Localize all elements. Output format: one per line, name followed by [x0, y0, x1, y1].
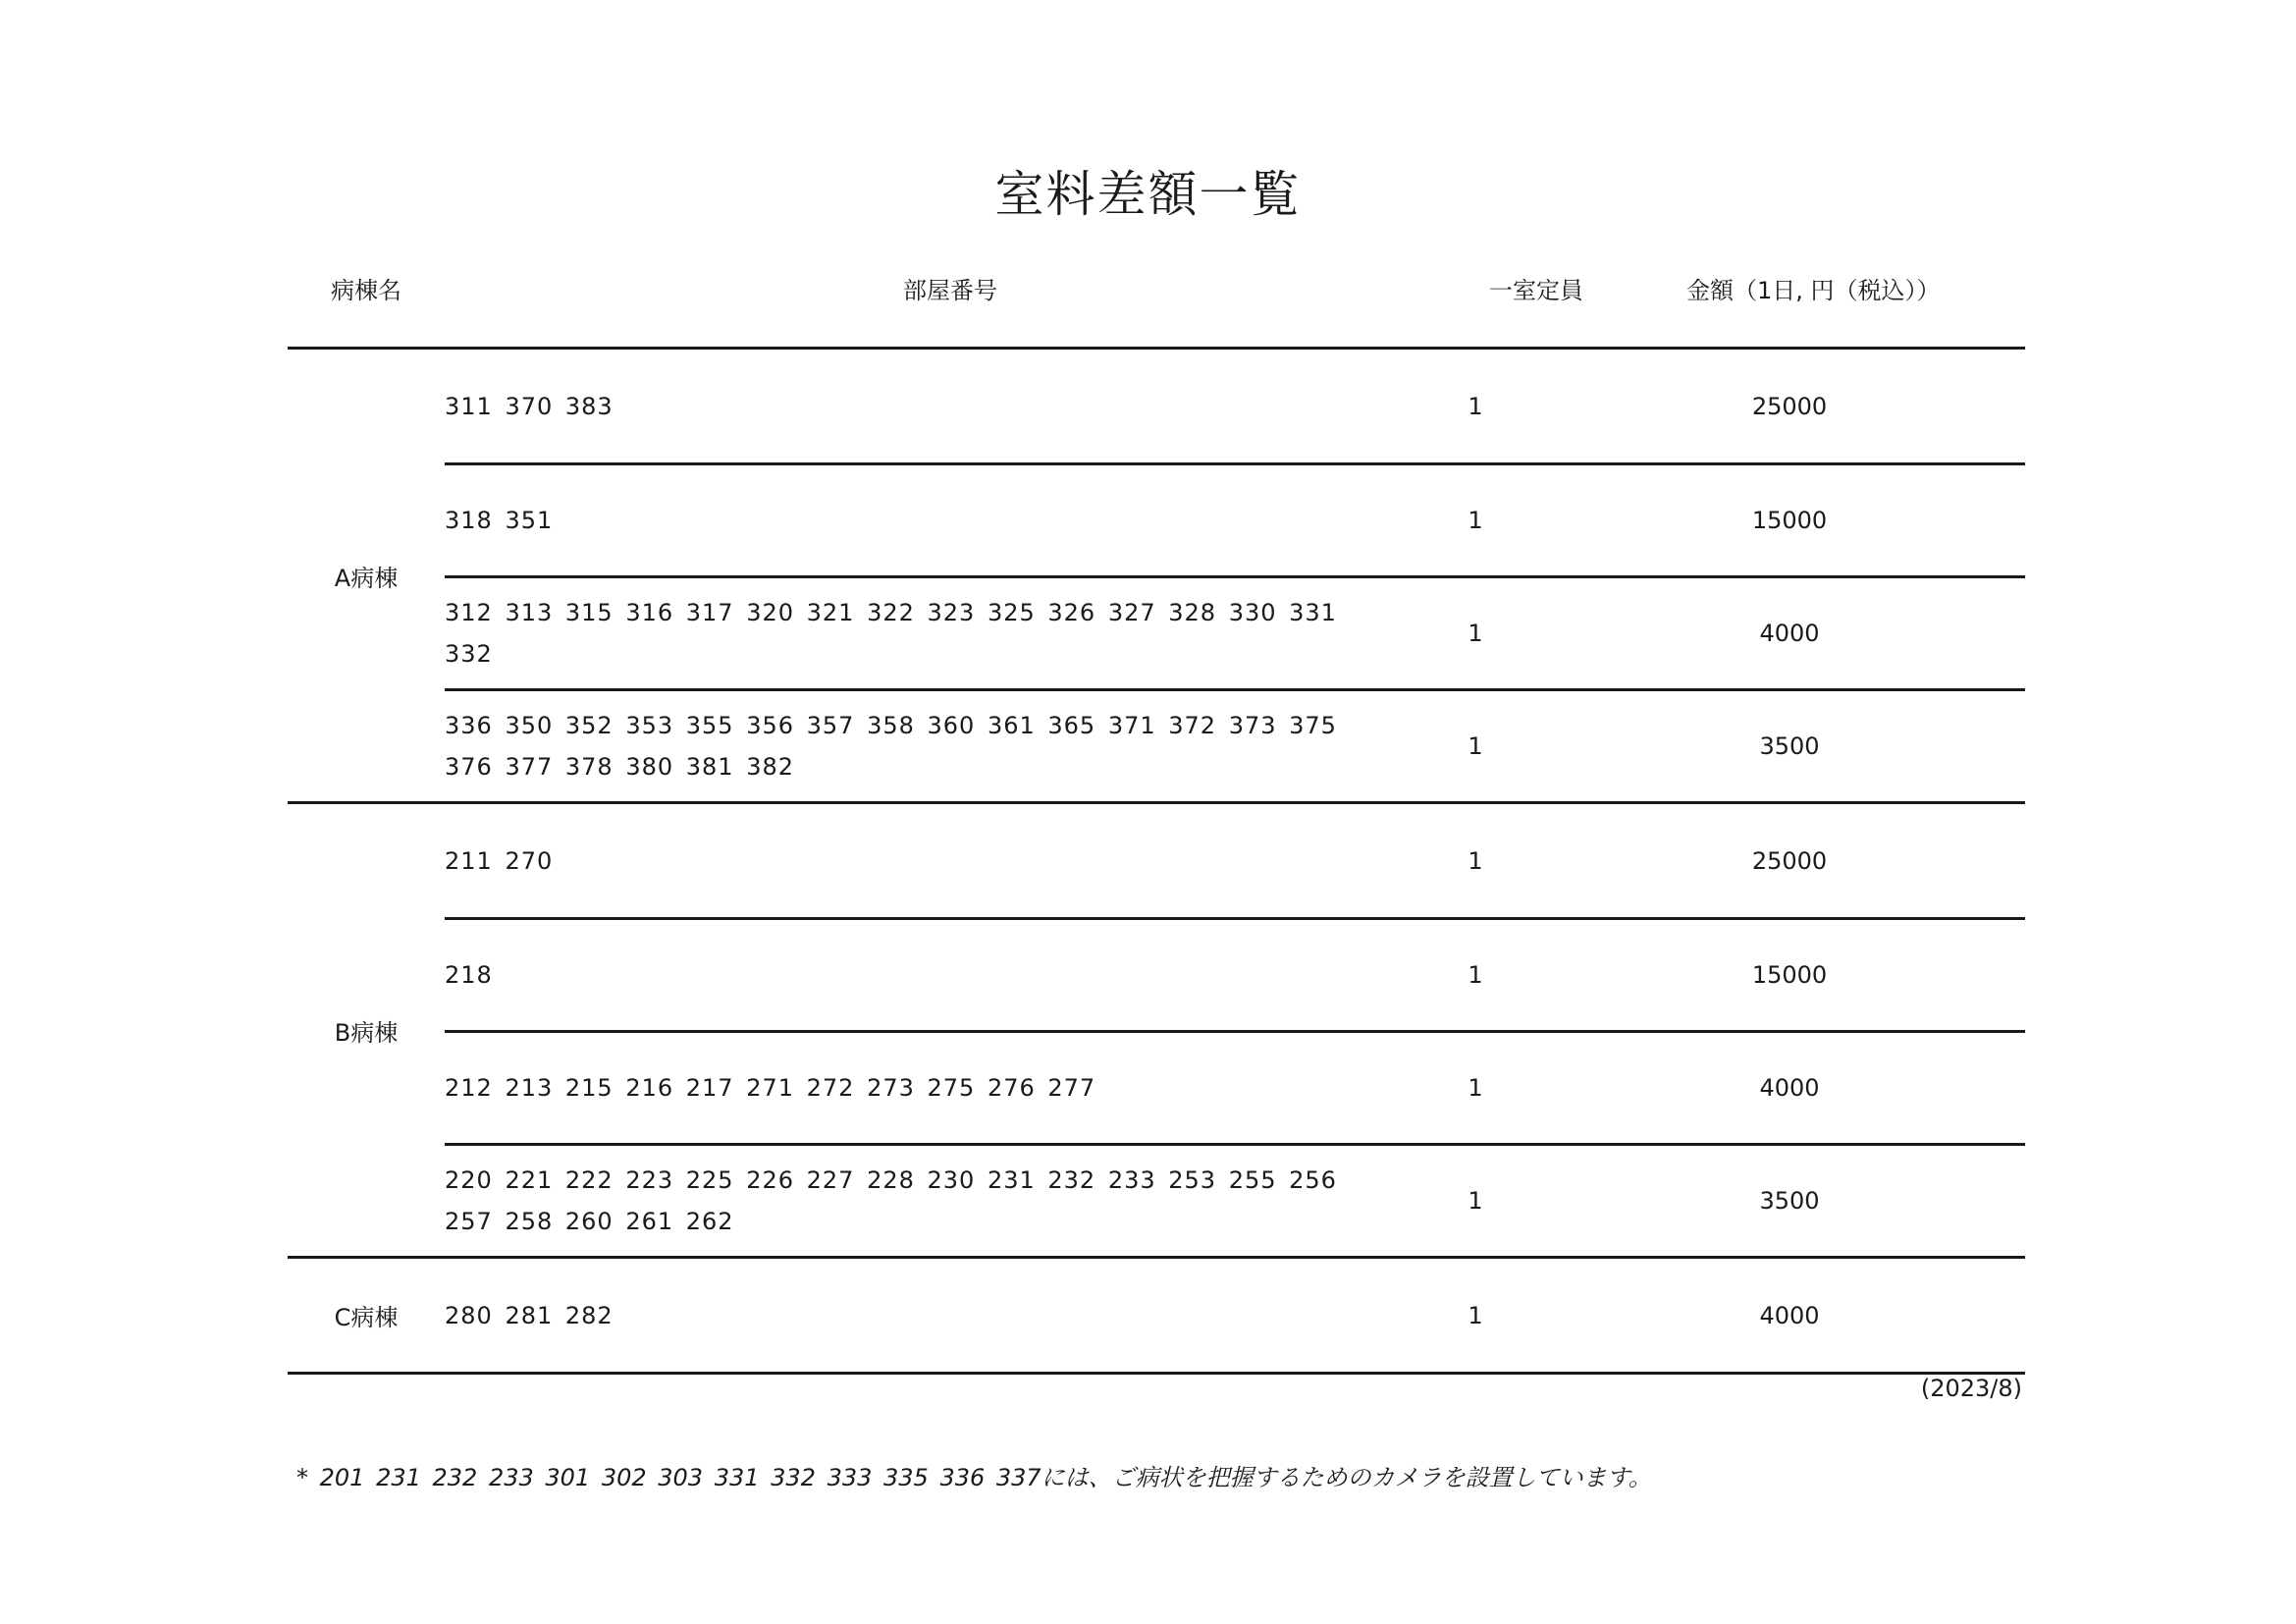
footnote: * 201 231 232 233 301 302 303 331 332 333 335 336 337には、ご病状を把握するためのカメラを設置しています。: [296, 1464, 1652, 1491]
ward-b-group: [288, 804, 2025, 1259]
header-price: 金額（1日, 円（税込））: [1686, 277, 1941, 304]
capacity-value: 1: [1468, 620, 1483, 647]
room-numbers: 280 281 282: [445, 1301, 614, 1329]
price-value: 25000: [1751, 392, 1828, 420]
price-value: 4000: [1759, 1301, 1820, 1329]
header-ward: 病棟名: [331, 277, 401, 304]
room-numbers: 318 351: [445, 507, 554, 534]
capacity-value: 1: [1468, 1301, 1483, 1329]
price-value: 4000: [1759, 620, 1820, 647]
capacity-value: 1: [1468, 732, 1483, 760]
room-numbers: 336 350 352 353 355 356 357 358 360 361 365 371 372 373 375 376 377 378 380 381 382: [445, 712, 1337, 781]
price-value: 15000: [1751, 507, 1828, 534]
header-capacity: 一室定員: [1489, 277, 1583, 304]
capacity-value: 1: [1468, 846, 1483, 875]
table-row: [445, 804, 2025, 917]
capacity-value: 1: [1468, 392, 1483, 420]
room-numbers: 212 213 215 216 217 271 272 273 275 276 277: [445, 1074, 1096, 1102]
ward-c-group: [288, 1259, 2025, 1375]
capacity-value: 1: [1468, 1074, 1483, 1102]
revision-date: (2023/8): [1920, 1375, 2022, 1402]
room-fee-table: [288, 245, 2025, 1375]
capacity-value: 1: [1468, 961, 1483, 989]
capacity-value: 1: [1468, 1187, 1483, 1215]
table-row: [445, 575, 2025, 688]
table-header: [288, 245, 2025, 347]
room-numbers: 218: [445, 961, 493, 989]
price-value: 25000: [1751, 846, 1828, 875]
room-numbers: 311 370 383: [445, 392, 614, 420]
ward-name: B病棟: [334, 1018, 399, 1047]
table-row: [445, 917, 2025, 1030]
table-row: [445, 1030, 2025, 1143]
price-value: 3500: [1759, 1187, 1820, 1215]
table-row: [445, 1259, 2025, 1372]
table-row: [445, 688, 2025, 801]
header-rooms: 部屋番号: [903, 277, 997, 304]
ward-a-group: [288, 350, 2025, 804]
table-row: [445, 462, 2025, 575]
table-row: [445, 350, 2025, 462]
capacity-value: 1: [1468, 507, 1483, 534]
table-row: [445, 1143, 2025, 1256]
price-value: 15000: [1751, 961, 1828, 989]
price-value: 3500: [1759, 732, 1820, 760]
price-value: 4000: [1759, 1074, 1820, 1102]
ward-name: C病棟: [334, 1304, 399, 1331]
ward-name: A病棟: [334, 564, 399, 592]
room-numbers: 220 221 222 223 225 226 227 228 230 231 232 233 253 255 256 257 258 260 261 262: [445, 1166, 1337, 1235]
room-numbers: 312 313 315 316 317 320 321 322 323 325 326 327 328 330 331 332: [445, 599, 1337, 668]
page-title: 室料差額一覧: [994, 166, 1302, 223]
room-numbers: 211 270: [445, 846, 554, 875]
